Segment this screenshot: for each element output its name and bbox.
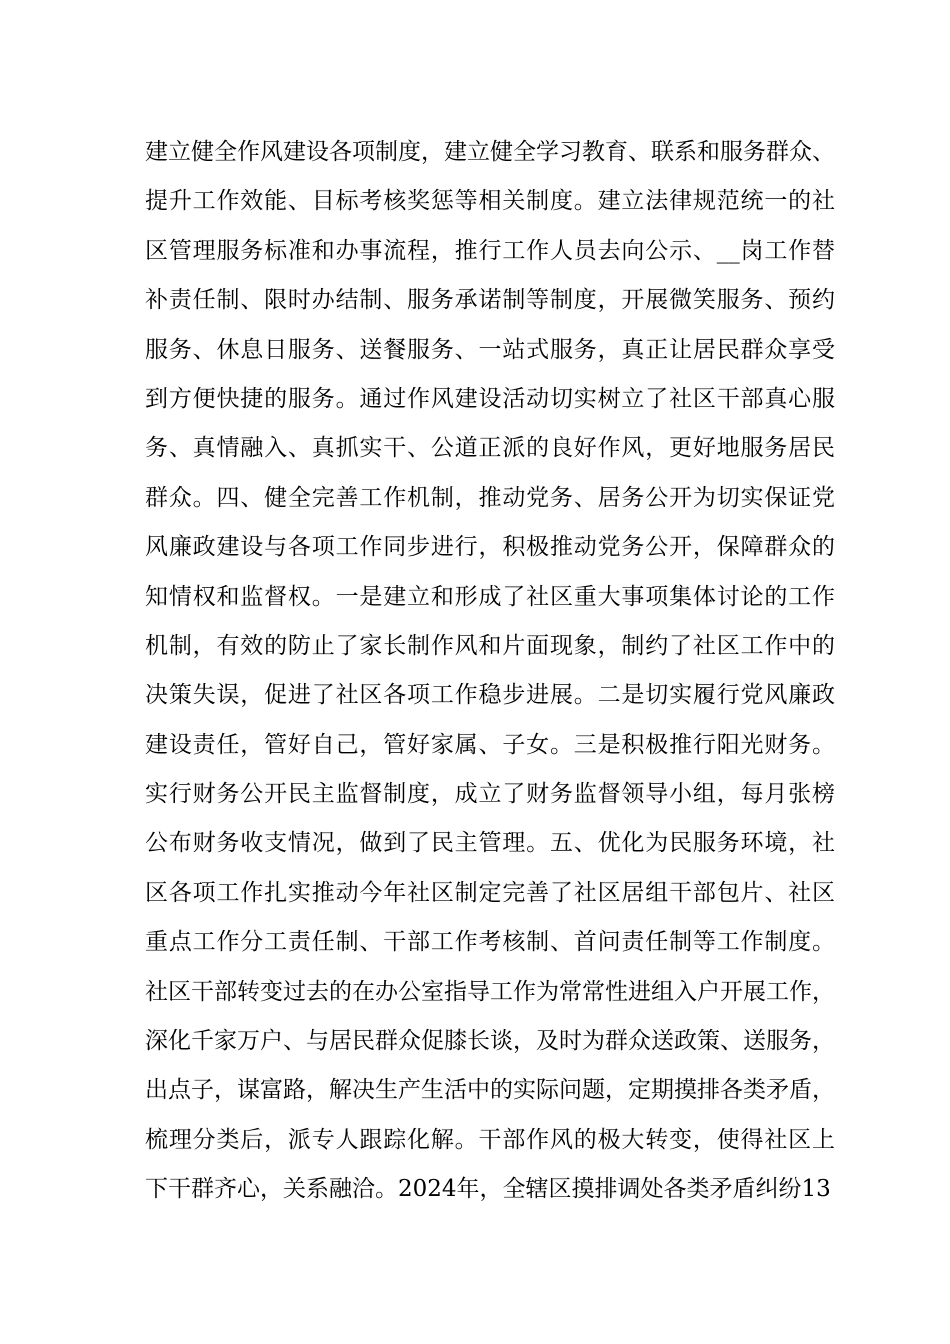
text-line-7: 务、真情融入、真抓实干、公道正派的良好作风，更好地服务居民 [145,435,835,462]
body-text [145,131,835,1218]
text-line-2: 提升工作效能、目标考核奖惩等相关制度。建立法律规范统一的社 [145,188,835,215]
text-line-20: 出点子，谋富路，解决生产生活中的实际问题，定期摸排各类矛盾， [145,1077,835,1104]
text-line-8: 群众。四、健全完善工作机制，推动党务、居务公开为切实保证党 [145,484,835,511]
text-line-9: 风廉政建设与各项工作同步进行，积极推动党务公开，保障群众的 [145,534,835,561]
text-line-18: 社区干部转变过去的在办公室指导工作为常常性进组入户开展工作， [145,978,835,1005]
text-line-15: 公布财务收支情况，做到了民主管理。五、优化为民服务环境，社 [145,830,835,857]
text-line-5: 服务、休息日服务、送餐服务、一站式服务，真正让居民群众享受 [145,336,835,363]
text-line-12: 决策失误，促进了社区各项工作稳步进展。二是切实履行党风廉政 [145,682,835,709]
text-line-1: 建立健全作风建设各项制度，建立健全学习教育、联系和服务群众、 [145,139,835,165]
text-line-4: 补责任制、限时办结制、服务承诺制等制度，开展微笑服务、预约 [145,287,835,314]
text-line-3: 区管理服务标准和办事流程，推行工作人员去向公示、__岗工作替 [145,237,835,264]
text-line-17: 重点工作分工责任制、干部工作考核制、首问责任制等工作制度。 [145,929,835,956]
text-line-10: 知情权和监督权。一是建立和形成了社区重大事项集体讨论的工作 [145,583,835,610]
text-line-22: 下干群齐心，关系融洽。2024年，全辖区摸排调处各类矛盾纠纷13 [145,1176,831,1203]
text-line-19: 深化千家万户、与居民群众促膝长谈，及时为群众送政策、送服务， [145,1028,835,1055]
text-line-6: 到方便快捷的服务。通过作风建设活动切实树立了社区干部真心服 [145,385,835,412]
text-line-21: 梳理分类后，派专人跟踪化解。干部作风的极大转变，使得社区上 [145,1126,835,1153]
text-line-11: 机制，有效的防止了家长制作风和片面现象，制约了社区工作中的 [145,632,835,659]
text-line-13: 建设责任，管好自己，管好家属、子女。三是积极推行阳光财务。 [145,731,835,758]
text-line-14: 实行财务公开民主监督制度，成立了财务监督领导小组，每月张榜 [145,781,835,808]
text-line-16: 区各项工作扎实推动今年社区制定完善了社区居组干部包片、社区 [145,879,835,906]
